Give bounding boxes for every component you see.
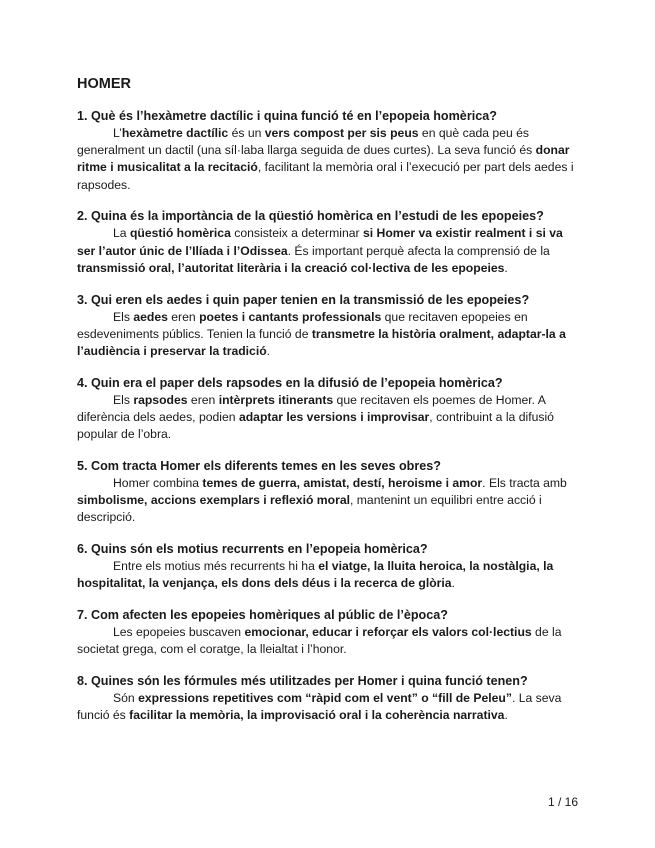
answer-text: . És important perquè afecta la comprensió de la: [287, 243, 550, 258]
answer-text: Les epopeies buscaven: [113, 625, 245, 640]
answer-text: consisteix a determinar: [230, 226, 363, 241]
qa-item: [77, 292, 581, 361]
question-heading: 6. Quins són els motius recurrents en l’epopeia homèrica?: [77, 542, 428, 557]
answer-text: eren: [167, 309, 200, 324]
answer-text: .: [504, 708, 508, 723]
page-number: 1 / 16: [548, 795, 579, 809]
answer-paragraph: [77, 392, 581, 444]
answer-emphasis: aedes: [133, 309, 168, 324]
answer-text: , mantenint un equilibri entre acció i descripció.: [77, 493, 542, 525]
answer-paragraph: [77, 125, 581, 194]
answer-text: Són: [113, 691, 139, 706]
answer-emphasis: temes de guerra, amistat, destí, heroisme i amor: [202, 476, 483, 491]
answer-text: .: [504, 260, 508, 275]
question-heading: 2. Quina és la importància de la qüestió homèrica en l’estudi de les epopeies?: [77, 209, 544, 224]
answer-emphasis: transmissió oral, l’autoritat literària i la creació col·lectiva de les epopeies: [77, 260, 505, 275]
question-heading: 8. Quines són les fórmules més utilitzades per Homer i quina funció tenen?: [77, 674, 528, 689]
answer-text: , facilitant la memòria oral i l’execució per part dels aedes i rapsodes.: [77, 160, 574, 192]
qa-item: [77, 673, 581, 724]
answer-emphasis: si Homer va existir realment i si va ser l’autor únic de l’Ilíada i l’Odissea: [77, 226, 563, 258]
answer-emphasis: hexàmetre dactílic: [121, 126, 229, 140]
question-heading: 1. Què és l’hexàmetre dactílic i quina funció té en l’epopeia homèrica?: [77, 109, 497, 123]
answer-text: .: [451, 576, 455, 591]
answer-emphasis: adaptar les versions i improvisar: [238, 410, 430, 425]
answer-text: La: [113, 226, 130, 241]
answer-emphasis: donar ritme i musicalitat a la recitació: [77, 143, 570, 175]
answer-text: Homer combina: [113, 476, 203, 491]
answer-text: Els: [113, 392, 134, 407]
answer-text: eren: [187, 392, 219, 407]
answer-emphasis: transmetre la història oralment, adaptar-la a l’audiència i preservar la tradició: [77, 326, 566, 359]
answer-text: . Els tracta amb: [482, 476, 567, 491]
answer-emphasis: simbolisme, accions exemplars i reflexió moral: [77, 493, 350, 508]
answer-text: , contribuint a la difusió popular de l’obra.: [77, 410, 554, 442]
answer-paragraph: [77, 558, 581, 592]
answer-emphasis: rapsodes: [133, 392, 188, 407]
answer-emphasis: poetes i cantants professionals: [199, 309, 382, 324]
page-title: HOMER: [77, 76, 131, 92]
answer-paragraph: [77, 624, 581, 658]
answer-text: L’: [113, 126, 122, 140]
qa-item: [77, 208, 581, 277]
answer-text: en què cada peu és generalment un dactil (una síl·laba llarga seguida de dues curtes). La seva funció és: [77, 126, 536, 158]
answer-emphasis: expressions repetitives com “ràpid com el vent” o “fill de Peleu”: [138, 691, 512, 706]
answer-emphasis: facilitar la memòria, la improvisació oral i la coherència narrativa: [129, 708, 505, 723]
qa-item: [77, 607, 581, 658]
qa-list: [77, 108, 581, 739]
question-heading: 3. Qui eren els aedes i quin paper tenien en la transmissió de les epopeies?: [77, 292, 530, 307]
qa-item: [77, 458, 581, 527]
answer-paragraph: [77, 309, 581, 361]
answer-paragraph: [77, 690, 581, 724]
answer-text: . La seva funció és: [77, 691, 562, 723]
answer-emphasis: el viatge, la lluita heroica, la nostàlgia, la hospitalitat, la venjança, els dons dels déus i la recerca de glòria: [77, 559, 554, 591]
question-heading: 4. Quin era el paper dels rapsodes en la difusió de l’epopeia homèrica?: [77, 375, 503, 390]
question-heading: 7. Com afecten les epopeies homèriques al públic de l’època?: [77, 608, 448, 623]
answer-text: que recitaven epopeies en esdeveniments públics. Tenien la funció de: [77, 309, 528, 341]
answer-text: que recitaven els poemes de Homer. A diferència dels aedes, podien: [77, 392, 546, 425]
answer-text: de la societat grega, com el coratge, la lleialtat i l’honor.: [77, 625, 562, 657]
question-heading: 5. Com tracta Homer els diferents temes en les seves obres?: [77, 459, 441, 474]
qa-item: [77, 541, 581, 592]
answer-text: Els: [113, 309, 134, 324]
answer-text: Entre els motius més recurrents hi ha: [113, 559, 319, 574]
answer-emphasis: intèrprets itinerants: [218, 392, 334, 407]
answer-emphasis: vers compost per sis peus: [264, 126, 419, 140]
answer-text: és un: [228, 126, 265, 140]
answer-paragraph: [77, 225, 581, 277]
answer-text: .: [266, 344, 271, 359]
answer-emphasis: qüestió homèrica: [129, 226, 231, 241]
qa-item: [77, 108, 581, 194]
answer-emphasis: emocionar, educar i reforçar els valors col·lectius: [244, 625, 532, 640]
qa-item: [77, 375, 581, 444]
answer-paragraph: [77, 475, 581, 527]
